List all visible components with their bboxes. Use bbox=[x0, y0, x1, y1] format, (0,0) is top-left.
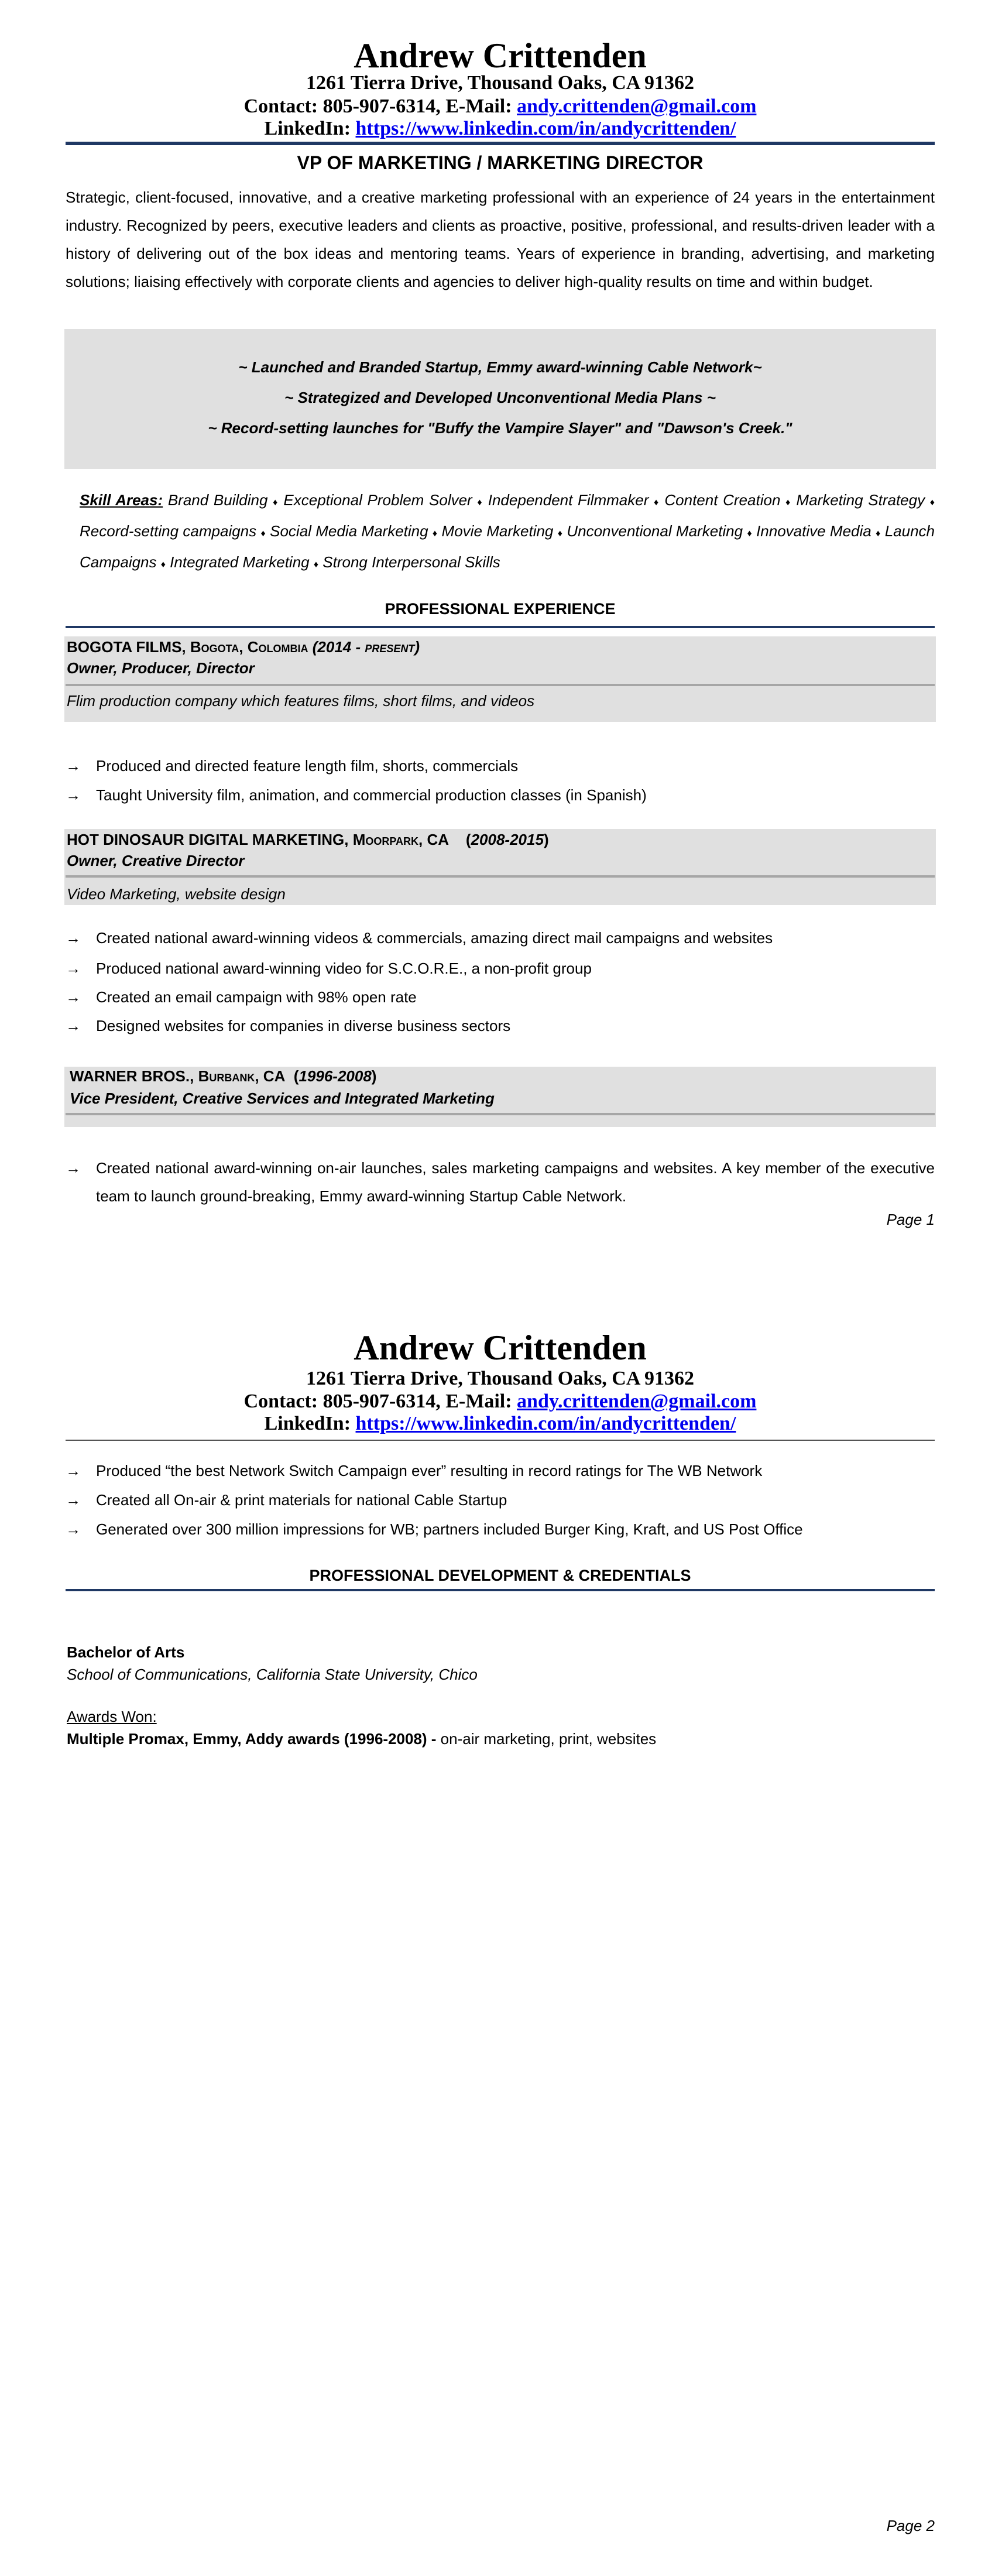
diamond-icon: ♦ bbox=[260, 529, 266, 539]
highlight: ~ Record-setting launches for "Buffy the Vampire Slayer" and "Dawson's Creek." bbox=[208, 419, 792, 437]
arrow-icon: → bbox=[66, 1462, 81, 1479]
skill-item: Marketing Strategy bbox=[796, 491, 925, 509]
experience-heading: PROFESSIONAL EXPERIENCE bbox=[385, 600, 616, 618]
skill-item: Strong Interpersonal Skills bbox=[322, 553, 500, 571]
job-role: Vice President, Creative Services and Integrated Marketing bbox=[70, 1090, 495, 1107]
skill-item: Movie Marketing bbox=[441, 522, 554, 540]
diamond-icon: ♦ bbox=[432, 529, 438, 539]
job-role: Owner, Creative Director bbox=[67, 852, 245, 869]
bullet: → Produced “the best Network Switch Campaign ever” resulting in record ratings for The WB Network bbox=[66, 1457, 935, 1485]
candidate-name: Andrew Crittenden bbox=[354, 1328, 647, 1367]
job-company: HOT DINOSAUR DIGITAL MARKETING, Moorpark, CA (2008-2015) bbox=[67, 831, 549, 848]
diamond-icon: ♦ bbox=[477, 498, 483, 508]
diamond-icon: ♦ bbox=[654, 498, 660, 508]
bullet: → Created an email campaign with 98% open rate bbox=[66, 983, 935, 1011]
arrow-icon: → bbox=[66, 988, 81, 1006]
skill-item: Integrated Marketing bbox=[170, 553, 310, 571]
job-description: Flim production company which features films, short films, and videos bbox=[67, 692, 535, 710]
bullet: → Created national award-winning on-air launches, sales marketing campaigns and websites. A key member of the executive team to launch ground-breaking, Emmy award-winning Startup Cable Network. bbox=[66, 1154, 935, 1210]
school: School of Communications, California State University, Chico bbox=[67, 1666, 478, 1683]
contact-line: Contact: 805-907-6314, E-Mail: andy.crittenden@gmail.com bbox=[243, 95, 757, 117]
bullet: → Taught University film, animation, and commercial production classes (in Spanish) bbox=[66, 781, 935, 809]
header-divider bbox=[66, 142, 935, 145]
skill-item: Launch Campaigns bbox=[80, 522, 935, 571]
bullet: → Produced national award-winning video for S.C.O.R.E., a non-profit group bbox=[66, 954, 935, 982]
skill-item: Independent Filmmaker bbox=[488, 491, 649, 509]
highlight: ~ Strategized and Developed Unconventional Media Plans ~ bbox=[284, 389, 716, 406]
bullet: → Created national award-winning videos & commercials, amazing direct mail campaigns and websites bbox=[66, 924, 935, 952]
skill-item: Innovative Media bbox=[756, 522, 872, 540]
candidate-name: Andrew Crittenden bbox=[354, 36, 647, 75]
linkedin-line: LinkedIn: https://www.linkedin.com/in/andycrittenden/ bbox=[264, 1413, 736, 1434]
highlight: ~ Launched and Branded Startup, Emmy award-winning Cable Network~ bbox=[238, 358, 762, 376]
awards: Multiple Promax, Emmy, Addy awards (1996-2008) - on-air marketing, print, websites bbox=[67, 1730, 657, 1748]
skill-item: Unconventional Marketing bbox=[567, 522, 743, 540]
address: 1261 Tierra Drive, Thousand Oaks, CA 91362 bbox=[306, 72, 695, 94]
bullet: → Produced and directed feature length film, shorts, commercials bbox=[66, 752, 935, 780]
address: 1261 Tierra Drive, Thousand Oaks, CA 91362 bbox=[306, 1368, 695, 1389]
diamond-icon: ♦ bbox=[273, 498, 279, 508]
arrow-icon: → bbox=[66, 929, 81, 947]
diamond-icon: ♦ bbox=[313, 560, 319, 570]
experience-divider bbox=[66, 626, 935, 628]
email-link[interactable]: andy.crittenden@gmail.com bbox=[517, 95, 757, 117]
awards-label: Awards Won: bbox=[67, 1708, 157, 1725]
bullet: → Created all On-air & print materials for national Cable Startup bbox=[66, 1486, 935, 1514]
skill-item: Content Creation bbox=[664, 491, 781, 509]
skill-areas bbox=[80, 486, 935, 579]
diamond-icon: ♦ bbox=[747, 529, 752, 539]
degree: Bachelor of Arts bbox=[67, 1643, 185, 1661]
linkedin-line: LinkedIn: https://www.linkedin.com/in/andycrittenden/ bbox=[264, 118, 736, 139]
page-number: Page 1 bbox=[886, 1211, 935, 1228]
job-divider bbox=[66, 684, 935, 686]
arrow-icon: → bbox=[66, 1159, 81, 1177]
arrow-icon: → bbox=[66, 786, 81, 804]
job-divider bbox=[66, 875, 935, 878]
skill-item: Exceptional Problem Solver bbox=[283, 491, 472, 509]
linkedin-link[interactable]: https://www.linkedin.com/in/andycrittenden/ bbox=[355, 1413, 736, 1434]
credentials-divider bbox=[66, 1589, 935, 1591]
diamond-icon: ♦ bbox=[785, 498, 791, 508]
arrow-icon: → bbox=[66, 1491, 81, 1509]
linkedin-link[interactable]: https://www.linkedin.com/in/andycrittenden/ bbox=[355, 118, 736, 139]
job-title: VP OF MARKETING / MARKETING DIRECTOR bbox=[297, 152, 704, 173]
skill-item: Record-setting campaigns bbox=[80, 522, 257, 540]
skill-areas-label: Skill Areas: bbox=[80, 491, 163, 509]
credentials-heading: PROFESSIONAL DEVELOPMENT & CREDENTIALS bbox=[309, 1567, 691, 1584]
skill-item: Social Media Marketing bbox=[270, 522, 428, 540]
arrow-icon: → bbox=[66, 1017, 81, 1034]
diamond-icon: ♦ bbox=[160, 560, 166, 570]
diamond-icon: ♦ bbox=[876, 529, 881, 539]
skill-item: Brand Building bbox=[167, 491, 268, 509]
bullet: → Generated over 300 million impressions for WB; partners included Burger King, Kraft, and US Post Office bbox=[66, 1515, 935, 1543]
diamond-icon: ♦ bbox=[929, 498, 935, 508]
contact-line: Contact: 805-907-6314, E-Mail: andy.crittenden@gmail.com bbox=[243, 1390, 757, 1412]
arrow-icon: → bbox=[66, 960, 81, 977]
job-description: Video Marketing, website design bbox=[67, 885, 286, 903]
arrow-icon: → bbox=[66, 757, 81, 775]
summary: Strategic, client-focused, innovative, and a creative marketing professional with an experience of 24 years in the entertainment industry. Recognized by peers, executive leaders and clients as proactive, positive, professional, and results-driven leader with a history of delivering out of the box ideas and mentoring teams. Years of experience in branding, advertising, and marketing solutions; liaising effectively with corporate clients and agencies to deliver high-quality results on time and within budget. bbox=[66, 189, 935, 290]
job-company: WARNER BROS., Burbank, CA (1996-2008) bbox=[70, 1067, 377, 1085]
bullet: → Designed websites for companies in diverse business sectors bbox=[66, 1012, 935, 1040]
page-number: Page 2 bbox=[886, 2517, 935, 2534]
arrow-icon: → bbox=[66, 1520, 81, 1538]
email-link[interactable]: andy.crittenden@gmail.com bbox=[517, 1390, 757, 1412]
job-role: Owner, Producer, Director bbox=[67, 659, 255, 677]
header-divider bbox=[66, 1440, 935, 1441]
job-company: BOGOTA FILMS, Bogota, Colombia (2014 - present) bbox=[67, 638, 420, 656]
diamond-icon: ♦ bbox=[557, 529, 563, 539]
job-divider bbox=[66, 1113, 935, 1115]
